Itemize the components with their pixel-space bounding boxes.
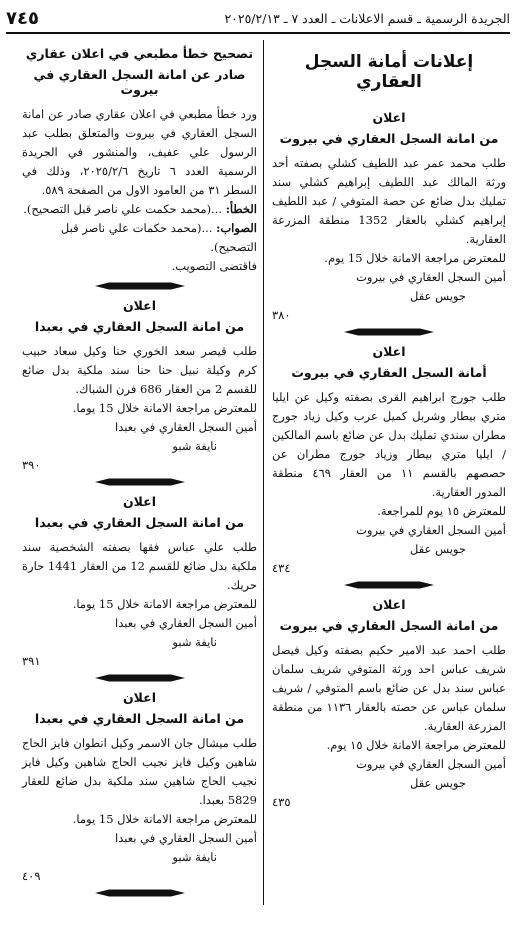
notice [272,597,506,809]
notice-objection: للمعترض مراجعة الامانة خلال ١٥ يوم. [326,738,506,752]
correction-error [22,200,257,219]
notice-number: ٣٩١ [22,654,41,668]
separator-ornament [22,478,257,486]
signer-name: جويس عقل [410,542,466,556]
signer-name: نايفة شبو [172,439,217,453]
notice-label: اعلان [372,344,406,359]
signer-title: أمين السجل العقاري في بعبدا [115,420,257,434]
notice-objection: للمعترض مراجعة الامانة خلال 15 يوما. [72,401,257,415]
correction-closing: فاقتضى التصويب. [171,259,257,273]
notice-objection: للمعترض مراجعة الامانة خلال 15 يوم. [324,251,506,265]
notice [22,494,257,668]
notice-label: اعلان [123,690,156,705]
notice-objection: للمعترض ١٥ يوم للمراجعة. [377,504,506,518]
notice-body: طلب ميشال جان الاسمر وكيل انطوان فايز الحاج شاهين وكيل فايز نجيب الحاج شاهين وكيل فايز نجيب الحاج شاهين سند ملكية بدل ضائع للعقار 5829 بعبدا. [22,736,257,807]
notice [22,690,257,883]
separator-ornament [22,282,257,290]
error-text: ...(محمد حكمت علي ناصر قبل التصحيح). [23,202,223,216]
notice-body: طلب قيصر سعد الخوري حنا وكيل سعاد حبيب كرم وكيلة نبيل حنا حنا سند ملكية بدل ضائع للقسم 2 من العقار 686 فرن الشباك. [22,344,257,396]
running-title: الجريدة الرسمية ـ قسم الاعلانات ـ العدد ٧ ـ ٢٠٢٥/٢/١٣ [224,10,510,26]
fix-text: ...(محمد حكمات علي ناصر قبل التصحيح). [60,221,257,254]
error-label: الخطأ: [225,202,257,216]
notice [272,110,506,322]
page-number: ٧٤٥ [6,8,39,29]
correction-notice [22,46,257,276]
notice-body: طلب جورج ابراهيم القرى بصفته وكيل عن ايليا متري بيطار وشربل كميل عرب وكيل زياد جورج مطران سندي تمليك بدل عن ضائع باسم المالكين / ايليا متري بيطار وزياد جورج مطران عن حصصهم بالقسم ١١ من العقار ٤٦٩ منطقة المدور العقارية. [272,390,506,499]
notice-body: طلب احمد عبد الامير حكيم بصفته وكيل فيصل شريف عباس احد ورثة المتوفي شريف سلمان عباس سند بدل عن ضائع باسم المتوفي / شريف سلمان عباس عن حصته بالعقار ١١٣٦ من منطقة المزرعة العقارية. [272,643,506,733]
notice-body: طلب محمد عمر عبد اللطيف كشلي بصفته أحد ورثة المالك عبد اللطيف إبراهيم كشلي سند تمليك بدل ضائع عن حصة المتوفي / عبد اللطيف إبراهيم كشلي بالعقار 1352 منطقة المزرعة العقارية. [272,156,506,246]
correction-issuer: صادر عن امانة السجل العقاري في بيروت [33,67,246,97]
separator-ornament [272,581,506,589]
correction-title: تصحيح خطأ مطبعي في اعلان عقاري [25,46,254,61]
correction-fix [22,219,257,257]
notice-number: ٤٣٤ [272,561,291,575]
notice-number: ٣٩٠ [22,458,41,472]
notice-number: ٣٨٠ [272,308,291,322]
notice-issuer: من امانة السجل العقاري في بعبدا [34,319,245,334]
signer-name: جويس عقل [410,776,466,790]
notice-label: اعلان [372,110,406,125]
notice [22,298,257,472]
notice-label: اعلان [123,494,156,509]
separator-ornament [22,889,257,897]
notice-label: اعلان [123,298,156,313]
correction-body: ورد خطأ مطبعي في اعلان عقاري صادر عن امانة السجل العقاري في بيروت والمتعلق بطلب عبد الرسول علي عفيف، والمنشور في الجريدة الرسمية العدد ٦ تاريخ ٢٠٢٥/٢/٦، وذلك في السطر ٣١ من العامود الاول من الصفحة ٥٨٩. [22,107,257,197]
notice-objection: للمعترض مراجعة الامانة خلال 15 يوما. [72,597,257,611]
signer-title: أمين السجل العقاري في بيروت [356,270,506,284]
signer-title: أمين السجل العقاري في بيروت [356,757,506,771]
notice-issuer: أمانة السجل العقاري في بيروت [291,365,487,380]
notice-number: ٤٠٩ [22,869,41,883]
signer-title: أمين السجل العقاري في بعبدا [115,831,257,845]
signer-name: نايفة شبو [172,635,217,649]
notice-issuer: من امانة السجل العقاري في بعبدا [34,515,245,530]
left-column [18,40,264,905]
separator-ornament [272,328,506,336]
fix-label: الصواب: [216,221,257,235]
columns [6,40,510,905]
notice-body: طلب علي عباس فقها بصفته الشخصية سند ملكية بدل ضائع للقسم 12 من العقار 1441 حارة حريك. [22,540,257,592]
signer-name: نايفة شبو [172,850,217,864]
notice-label: اعلان [372,597,406,612]
right-column [264,40,510,905]
signer-name: جويس عقل [410,289,466,303]
page-header [6,6,510,34]
notice-issuer: من امانة السجل العقاري في بيروت [279,618,499,633]
section-title: إعلانات أمانة السجل العقاري [304,52,474,92]
notice-objection: للمعترض مراجعة الامانة خلال 15 يوما. [72,812,257,826]
notice-number: ٤٣٥ [272,795,291,809]
signer-title: أمين السجل العقاري في بيروت [356,523,506,537]
notice-issuer: من امانة السجل العقاري في بيروت [279,131,499,146]
notice-issuer: من امانة السجل العقاري في بعبدا [34,711,245,726]
notice [272,344,506,575]
signer-title: أمين السجل العقاري في بعبدا [115,616,257,630]
separator-ornament [22,674,257,682]
